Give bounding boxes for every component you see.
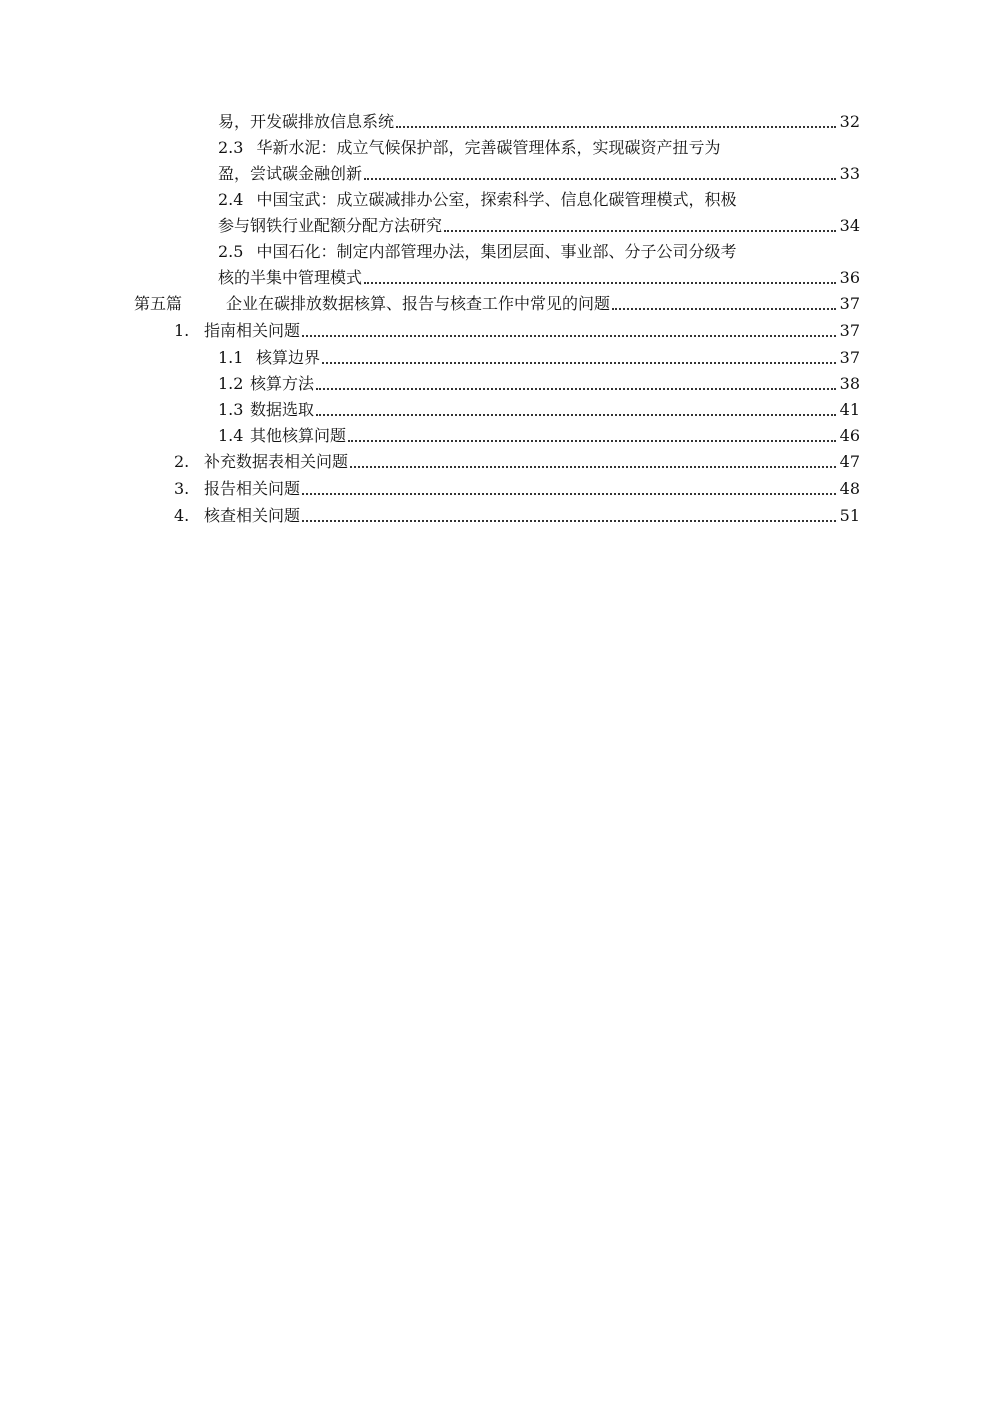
toc-entry-title: 数据选取 — [250, 400, 315, 419]
toc-page-number: 34 — [839, 216, 860, 235]
toc-page-number: 41 — [839, 400, 860, 419]
toc-entry-section-1[interactable] — [174, 320, 860, 342]
toc-entry-title: 核查相关问题 — [204, 506, 301, 525]
toc-entry-title: 指南相关问题 — [204, 321, 301, 340]
toc-page-number: 37 — [839, 348, 860, 367]
toc-entry-2-5-line1[interactable] — [218, 241, 737, 263]
dot-leader — [302, 492, 836, 495]
toc-entry-1-1[interactable] — [218, 347, 860, 369]
toc-entry-continuation[interactable] — [218, 111, 860, 133]
dot-leader — [316, 413, 836, 416]
toc-entry-title: 其他核算问题 — [250, 426, 347, 445]
toc-entry-number: 2.4 — [218, 190, 244, 209]
toc-entry-section-4[interactable] — [174, 505, 860, 527]
toc-entry-2-4-line2[interactable] — [218, 215, 860, 237]
toc-entry-2-4-line1[interactable] — [218, 189, 737, 211]
toc-entry-title-cont: 参与钢铁行业配额分配方法研究 — [218, 216, 443, 235]
toc-entry-title: 报告相关问题 — [204, 479, 301, 498]
toc-page-number: 48 — [839, 479, 860, 498]
toc-entry-title: 中国宝武：成立碳减排办公室，探索科学、信息化碳管理模式，积极 — [256, 190, 737, 209]
toc-entry-2-3-line1[interactable] — [218, 137, 721, 159]
toc-entry-section-2[interactable] — [174, 451, 860, 473]
toc-entry-title: 核算方法 — [250, 374, 315, 393]
toc-entry-title: 补充数据表相关问题 — [204, 452, 349, 471]
toc-entry-part-5[interactable] — [134, 293, 860, 315]
toc-entry-number: 2.3 — [218, 138, 244, 157]
toc-page-number: 37 — [839, 321, 860, 340]
toc-entry-2-3-line2[interactable] — [218, 163, 860, 185]
dot-leader — [348, 439, 836, 442]
toc-page-number: 47 — [839, 452, 860, 471]
dot-leader — [350, 465, 836, 468]
dot-leader — [396, 125, 836, 128]
dot-leader — [612, 307, 836, 310]
toc-part-number: 第五篇 — [134, 294, 183, 313]
dot-leader — [364, 281, 836, 284]
toc-page-number: 37 — [839, 294, 860, 313]
toc-entry-number: 1.3 — [218, 400, 244, 419]
dot-leader — [364, 177, 836, 180]
toc-page-number: 38 — [839, 374, 860, 393]
toc-entry-title-cont: 核的半集中管理模式 — [218, 268, 363, 287]
toc-entry-2-5-line2[interactable] — [218, 267, 860, 289]
toc-page-number: 36 — [839, 268, 860, 287]
toc-entry-number: 1.2 — [218, 374, 244, 393]
toc-entry-1-3[interactable] — [218, 399, 860, 421]
toc-page-number: 32 — [839, 112, 860, 131]
toc-entry-number: 3. — [174, 479, 190, 498]
toc-entry-number: 2.5 — [218, 242, 244, 261]
toc-entry-title-cont: 盈，尝试碳金融创新 — [218, 164, 363, 183]
toc-entry-1-4[interactable] — [218, 425, 860, 447]
toc-entry-title: 华新水泥：成立气候保护部，完善碳管理体系，实现碳资产扭亏为 — [256, 138, 721, 157]
toc-entry-title: 核算边界 — [256, 348, 321, 367]
toc-entry-number: 4. — [174, 506, 190, 525]
toc-entry-number: 2. — [174, 452, 190, 471]
toc-entry-title: 中国石化：制定内部管理办法，集团层面、事业部、分子公司分级考 — [256, 242, 737, 261]
toc-entry-1-2[interactable] — [218, 373, 860, 395]
dot-leader — [302, 519, 836, 522]
toc-entry-title: 企业在碳排放数据核算、报告与核查工作中常见的问题 — [226, 294, 611, 313]
dot-leader — [322, 361, 836, 364]
toc-entry-title: 易，开发碳排放信息系统 — [218, 112, 395, 131]
dot-leader — [444, 229, 836, 232]
toc-page-number: 51 — [839, 506, 860, 525]
toc-page-number: 46 — [839, 426, 860, 445]
toc-page-number: 33 — [839, 164, 860, 183]
toc-entry-section-3[interactable] — [174, 478, 860, 500]
toc-entry-number: 1.4 — [218, 426, 244, 445]
toc-entry-number: 1. — [174, 321, 190, 340]
toc-entry-number: 1.1 — [218, 348, 244, 367]
dot-leader — [316, 387, 836, 390]
dot-leader — [302, 334, 836, 337]
